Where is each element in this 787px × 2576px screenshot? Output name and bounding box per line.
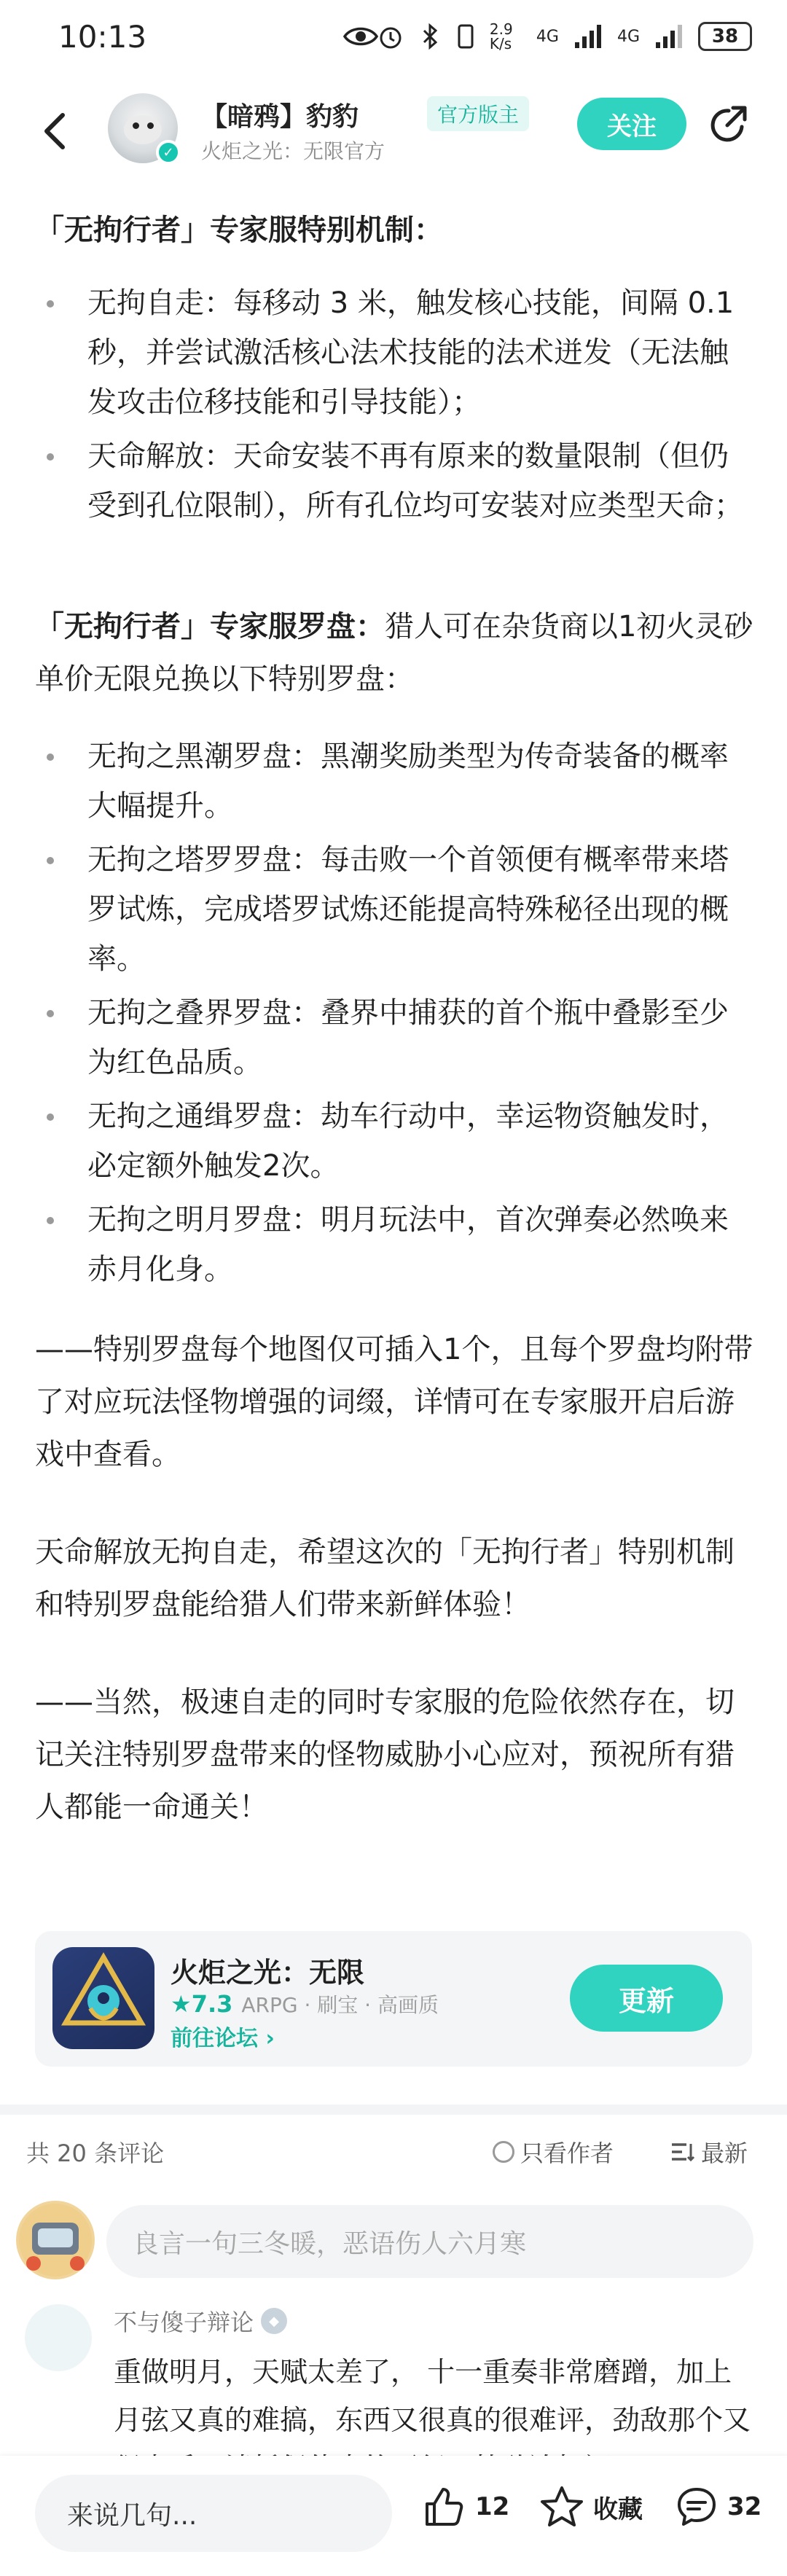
signal-icon-2	[654, 23, 684, 50]
comment-input[interactable]: 良言一句三冬暖，恶语伤人六月寒	[106, 2205, 753, 2278]
comment-avatar[interactable]	[25, 2304, 92, 2371]
my-avatar[interactable]	[16, 2201, 95, 2279]
list-item: 无拘之通缉罗盘：劫车行动中，幸运物资触发时，必定额外触发2次。	[35, 1092, 756, 1191]
comment-username[interactable]: 不与傻子辩论 ◆	[114, 2304, 287, 2338]
alarm-icon	[376, 22, 405, 51]
follow-button[interactable]: 关注	[577, 98, 686, 150]
section2-list	[35, 732, 756, 1294]
battery-indicator: 38	[698, 22, 752, 51]
status-bar	[0, 0, 787, 73]
status-icons	[376, 22, 752, 51]
game-rating: ★7.3	[171, 1990, 233, 2018]
list-item: 无拘之塔罗罗盘：每击败一个首领便有概率带来塔罗试炼，完成塔罗试炼还能提高特殊秘径出现的概率。	[35, 835, 756, 984]
radio-icon	[493, 2141, 514, 2163]
star-icon	[539, 2485, 584, 2529]
section2-title: 「无拘行者」专家服罗盘：	[35, 610, 385, 643]
game-title: 火炬之光：无限	[171, 1957, 365, 1989]
bottom-action-bar	[0, 2456, 787, 2576]
author-name[interactable]: 【暗鸦】豹豹	[201, 102, 359, 132]
status-time: 10:13	[58, 18, 147, 55]
article-body	[35, 204, 756, 1833]
list-item: 天命解放：天命安装不再有原来的数量限制（但仍受到孔位限制），所有孔位均可安装对应类型天命；	[35, 431, 756, 531]
forum-link[interactable]: 前往论坛 ›	[171, 2026, 275, 2051]
comment-count: 共 20 条评论	[26, 2140, 165, 2167]
update-button[interactable]: 更新	[570, 1965, 723, 2032]
sort-button[interactable]: 最新	[670, 2135, 748, 2169]
reply-input[interactable]: 来说几句...	[35, 2475, 392, 2552]
only-author-toggle[interactable]: 只看作者	[493, 2135, 614, 2169]
signal-2-label: 4G	[616, 27, 640, 46]
comment-bubble-icon	[675, 2485, 719, 2529]
list-item: 无拘自走：每移动 3 米，触发核心技能，间隔 0.1 秒，并尝试激活核心法术技能的法术迸发（无法触发攻击位移技能和引导技能）；	[35, 278, 756, 427]
section1-list	[35, 278, 756, 531]
back-icon[interactable]	[35, 109, 79, 153]
sort-icon	[670, 2141, 695, 2163]
author-subtitle: 火炬之光：无限官方	[201, 139, 385, 163]
paragraph-compass-note: ——特别罗盘每个地图仅可插入1个，且每个罗盘均附带了对应玩法怪物增强的词缀，详情可在专家服开启后游戏中查看。	[35, 1333, 753, 1471]
post-header	[0, 80, 787, 182]
official-moderator-badge: 官方版主	[427, 96, 529, 131]
like-button[interactable]: 12	[423, 2485, 509, 2529]
game-meta	[171, 1989, 439, 2019]
share-icon[interactable]	[705, 102, 752, 149]
comments-button[interactable]: 32	[675, 2485, 761, 2529]
comments-header	[0, 2122, 787, 2180]
favorite-button[interactable]: 收藏	[539, 2485, 643, 2529]
section1-title: 「无拘行者」专家服特别机制：	[35, 214, 443, 247]
chevron-right-icon: ›	[265, 2026, 275, 2051]
list-item: 无拘之黑潮罗盘：黑潮奖励类型为传奇装备的概率大幅提升。	[35, 732, 756, 831]
level-badge-icon: ◆	[261, 2308, 287, 2334]
verified-icon: ✓	[156, 140, 181, 165]
network-speed: 2.9 K/s	[489, 20, 513, 52]
thumbs-up-icon	[423, 2485, 466, 2529]
section2-intro: 猎人可在杂货商以1初火灵砂单价无限兑换以下特别罗盘：	[35, 610, 753, 696]
paragraph-wish: 天命解放无拘自走，希望这次的「无拘行者」特别机制和特别罗盘能给猎人们带来新鲜体验！	[35, 1535, 735, 1621]
list-item: 无拘之明月罗盘：明月玩法中，首次弹奏必然唤来赤月化身。	[35, 1195, 756, 1294]
game-app-icon[interactable]	[52, 1947, 154, 2049]
signal-icon	[573, 23, 603, 50]
signal-1-label: 4G	[536, 27, 559, 46]
section2-paragraph	[35, 600, 756, 705]
author-avatar[interactable]	[108, 93, 178, 163]
phone-icon	[456, 22, 475, 51]
game-tags: ARPG · 刷宝 · 高画质	[241, 1993, 439, 2017]
section-divider	[0, 2105, 787, 2115]
bluetooth-icon	[420, 22, 442, 51]
paragraph-warning: ——当然，极速自走的同时专家服的危险依然存在，切记关注特别罗盘带来的怪物威胁小心应对，预祝所有猎人都能一命通关！	[35, 1686, 735, 1824]
game-card[interactable]	[35, 1931, 752, 2067]
eye-icon	[342, 20, 379, 52]
list-item: 无拘之叠界罗盘：叠界中捕获的首个瓶中叠影至少为红色品质。	[35, 988, 756, 1087]
comment-text: 重做明月，天赋太差了， 十一重奏非常磨蹭，加上月弦又真的难搞，东西又很真的很难评，劲敌那个又	[114, 2356, 751, 2436]
